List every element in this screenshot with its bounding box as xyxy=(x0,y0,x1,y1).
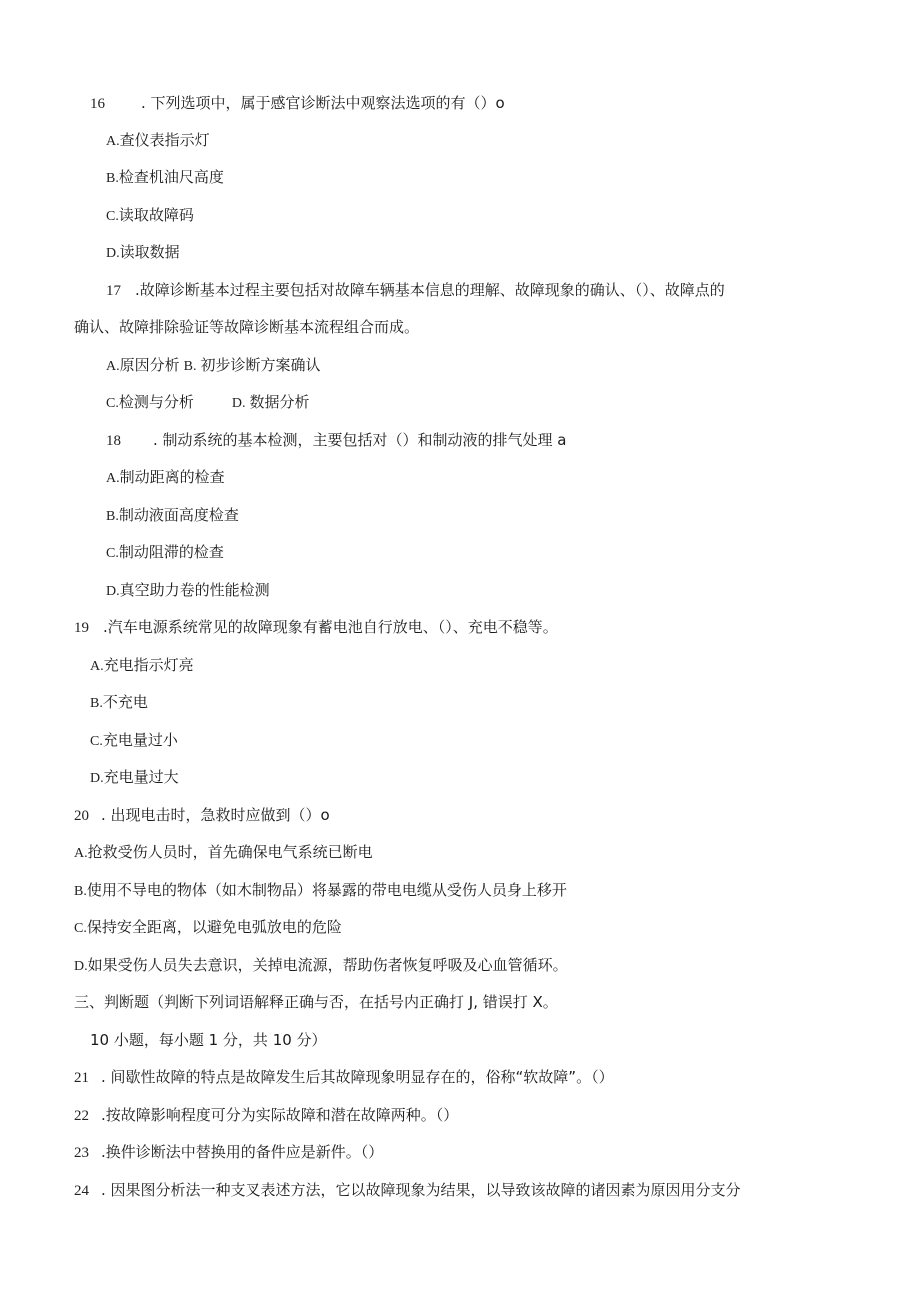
option-text: 真空助力卷的性能检测 xyxy=(119,581,270,599)
option-letter: D. xyxy=(231,396,246,411)
question-text: . 间歇性故障的特点是故障发生后其故障现象明显存在的，俗称“软故障”。（） xyxy=(101,1068,614,1086)
question-17-options-cd xyxy=(106,391,310,415)
question-16-stem xyxy=(90,92,505,115)
question-text: . 因果图分析法一种支叉表述方法，它以故障现象为结果，以导致该故障的诸因素为原因用分支分 xyxy=(101,1181,741,1199)
option-text: 如果受伤人员失去意识，关掉电流源，帮助伤者恢复呼吸及心血管循环。 xyxy=(87,956,568,974)
section-title: 三、判断题（判断下列词语解释正确与否，在括号内正确打 J, 错误打 X。 xyxy=(74,993,558,1011)
question-18-option-d xyxy=(106,579,270,603)
section-scoring: 10 小题，每小题 1 分，共 10 分） xyxy=(90,1031,327,1049)
option-text: 检查机油尺高度 xyxy=(118,168,224,186)
option-letter: A. xyxy=(90,659,104,674)
option-text: 检测与分析 xyxy=(118,393,194,411)
option-text: 制动液面高度检查 xyxy=(118,506,239,524)
option-letter: A. xyxy=(74,846,88,861)
question-20-option-d xyxy=(74,954,568,978)
question-text: .换件诊断法中替换用的备件应是新件。（） xyxy=(101,1143,384,1161)
judgment-22 xyxy=(74,1104,458,1127)
question-text: . 制动系统的基本检测，主要包括对（）和制动液的排气处理 a xyxy=(153,431,567,449)
option-text: 原因分析 xyxy=(119,356,180,374)
question-text: .故障诊断基本过程主要包括对故障车辆基本信息的理解、故障现象的确认、（）、故障点的 xyxy=(135,281,725,299)
option-text: 查仪表指示灯 xyxy=(119,131,210,149)
question-19-stem xyxy=(74,616,558,639)
option-letter: A. xyxy=(106,134,120,149)
question-number: 20 xyxy=(74,808,89,824)
question-16-option-b xyxy=(106,166,224,190)
option-letter: B. xyxy=(183,359,197,374)
option-letter: D. xyxy=(106,584,120,599)
option-letter: B. xyxy=(90,696,103,711)
option-text: 充电量过小 xyxy=(102,731,178,749)
question-number: 23 xyxy=(74,1145,89,1161)
question-number: 21 xyxy=(74,1070,89,1086)
question-18-option-a xyxy=(106,466,225,490)
question-17-options-ab xyxy=(106,354,321,378)
question-text: .汽车电源系统常见的故障现象有蓄电池自行放电、（）、充电不稳等。 xyxy=(103,618,558,636)
question-text: . 下列选项中，属于感官诊断法中观察法选项的有（）o xyxy=(141,94,505,112)
question-text: 确认、故障排除验证等故障诊断基本流程组合而成。 xyxy=(74,318,420,336)
question-20-option-a xyxy=(74,841,373,865)
question-20-stem xyxy=(74,804,330,827)
question-18-option-b xyxy=(106,504,239,528)
option-text: 不充电 xyxy=(102,693,148,711)
option-text: 使用不导电的物体（如木制物品）将暴露的带电电缆从受伤人员身上移开 xyxy=(86,881,567,899)
option-letter: B. xyxy=(106,509,119,524)
judgment-21 xyxy=(74,1066,614,1089)
option-text: 读取数据 xyxy=(119,243,180,261)
question-18-stem xyxy=(106,429,567,452)
question-19-option-a xyxy=(90,654,194,678)
option-letter: D. xyxy=(90,771,104,786)
option-letter: B. xyxy=(74,884,87,899)
option-letter: C. xyxy=(106,396,119,411)
option-text: 充电量过大 xyxy=(103,768,179,786)
question-16-option-d xyxy=(106,241,180,265)
option-text: 保持安全距离，以避免电弧放电的危险 xyxy=(86,918,342,936)
option-letter: D. xyxy=(74,959,88,974)
option-letter: C. xyxy=(106,546,119,561)
question-20-option-c xyxy=(74,916,342,940)
section-heading xyxy=(74,991,558,1013)
question-text: . 出现电击时，急救时应做到（）o xyxy=(101,806,330,824)
option-letter: D. xyxy=(106,246,120,261)
option-text: 充电指示灯亮 xyxy=(103,656,194,674)
option-letter: C. xyxy=(74,921,87,936)
option-letter: A. xyxy=(106,359,120,374)
option-letter: B. xyxy=(106,171,119,186)
option-text: 制动距离的检查 xyxy=(119,468,225,486)
question-19-option-c xyxy=(90,729,178,753)
option-text: 数据分析 xyxy=(249,393,310,411)
question-17-stem-continued xyxy=(74,316,419,338)
question-17-stem xyxy=(106,279,725,302)
question-16-option-a xyxy=(106,129,210,153)
judgment-23 xyxy=(74,1141,383,1164)
question-16-option-c xyxy=(106,204,194,228)
question-19-option-b xyxy=(90,691,148,715)
option-letter: C. xyxy=(106,209,119,224)
question-19-option-d xyxy=(90,766,179,790)
question-number: 24 xyxy=(74,1183,89,1199)
option-letter: A. xyxy=(106,471,120,486)
question-number: 22 xyxy=(74,1108,89,1124)
question-number: 17 xyxy=(106,283,121,299)
question-number: 16 xyxy=(90,96,105,112)
option-text: 制动阻滞的检查 xyxy=(118,543,224,561)
question-20-option-b xyxy=(74,879,567,903)
question-number: 18 xyxy=(106,433,121,449)
option-letter: C. xyxy=(90,734,103,749)
judgment-24 xyxy=(74,1179,741,1202)
question-text: .按故障影响程度可分为实际故障和潜在故障两种。（） xyxy=(101,1106,459,1124)
question-18-option-c xyxy=(106,541,224,565)
section-subheading xyxy=(90,1029,327,1051)
option-text: 读取故障码 xyxy=(118,206,194,224)
option-text: 初步诊断方案确认 xyxy=(200,356,321,374)
question-number: 19 xyxy=(74,620,89,636)
option-text: 抢救受伤人员时，首先确保电气系统已断电 xyxy=(87,843,373,861)
